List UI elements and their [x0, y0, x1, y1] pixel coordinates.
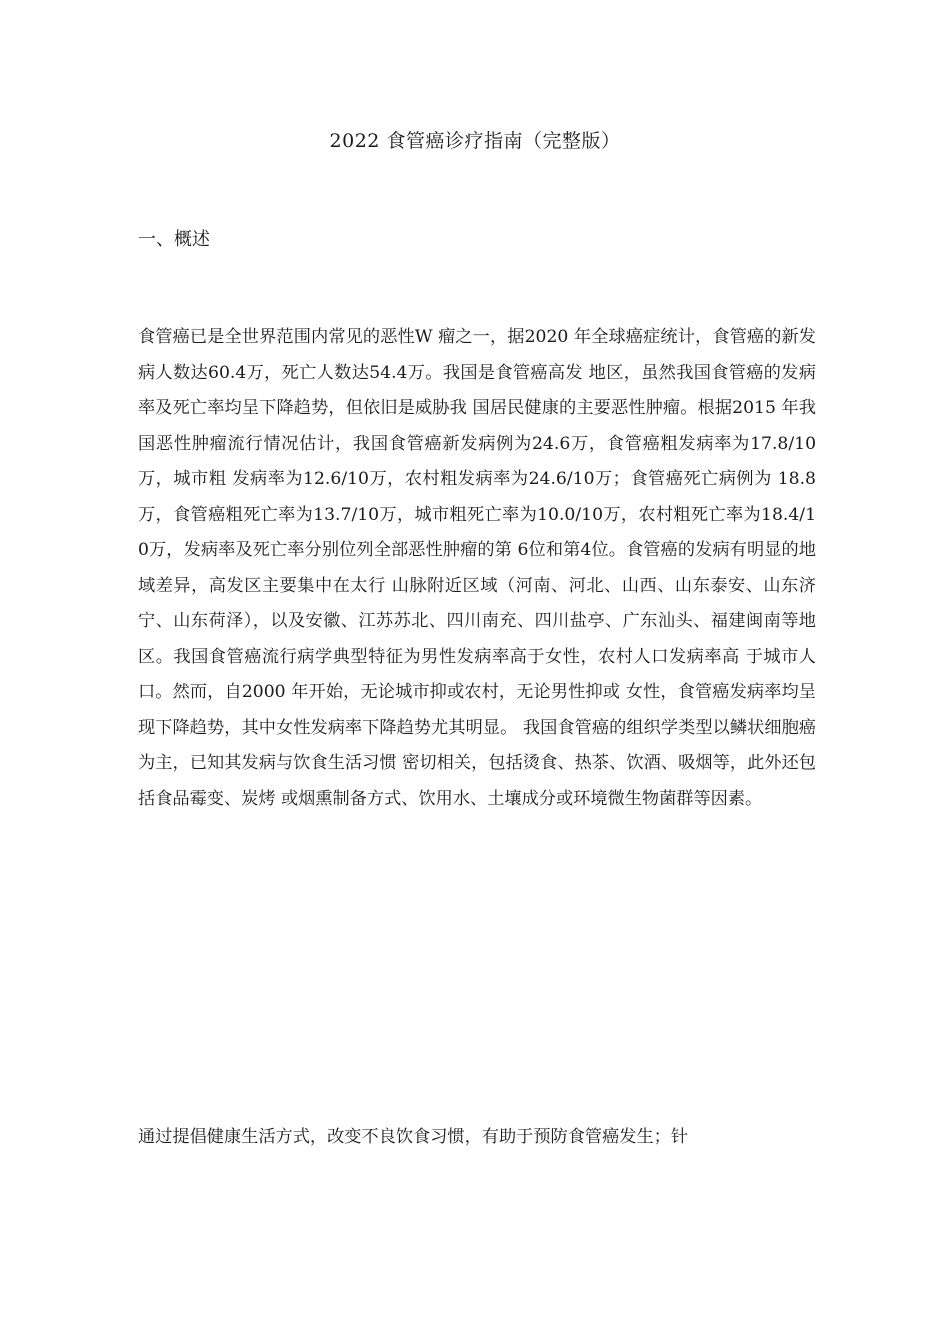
body-paragraph: 食管癌已是全世界范围内常见的恶性W 瘤之一，据2020 年全球癌症统计，食管癌的新发病人数达60.4万，死亡人数达54.4万。我国是食管癌高发 地区，虽然我国食管癌的发病率及死亡率均呈下降趋势，但依旧是威胁我 国居民健康的主要恶性肿瘤。根据2015 年我国恶性肿瘤流行情况估计，我国食管癌新发病例为24.6万，食管癌粗发病率为17.8/10万，城市粗 发病率为12.6/10万，农村粗发病率为24.6/10万；食管癌死亡病例为 18.8万，食管癌粗死亡率为13.7/10万，城市粗死亡率为10.0/10万，农村粗死亡率为18.4/10万，发病率及死亡率分别位列全部恶性肿瘤的第 6位和第4位。食管癌的发病有明显的地域差异，高发区主要集中在太行 山脉附近区域（河南、河北、山西、山东泰安、山东济宁、山东荷泽），以及安徽、江苏苏北、四川南充、四川盐亭、广东汕头、福建闽南等地区。我国食管癌流行病学典型特征为男性发病率高于女性，农村人口发病率高 于城市人口。然而，自2000 年开始，无论城市抑或农村，无论男性抑或 女性，食管癌发病率均呈现下降趋势，其中女性发病率下降趋势尤其明显。 我国食管癌的组织学类型以鳞状细胞癌为主，已知其发病与饮食生活习惯 密切相关，包括烫食、热茶、饮酒、吸烟等，此外还包括食品霉变、炭烤 或烟熏制备方式、饮用水、土壤成分或环境微生物菌群等因素。 [138, 327, 816, 809]
body-paragraph: 通过提倡健康生活方式，改变不良饮食习惯，有助于预防食管癌发生；针 [138, 1127, 689, 1147]
document-title: 2022 食管癌诊疗指南（完整版） [329, 130, 621, 152]
section-heading-overview: 一、概述 [138, 229, 210, 250]
